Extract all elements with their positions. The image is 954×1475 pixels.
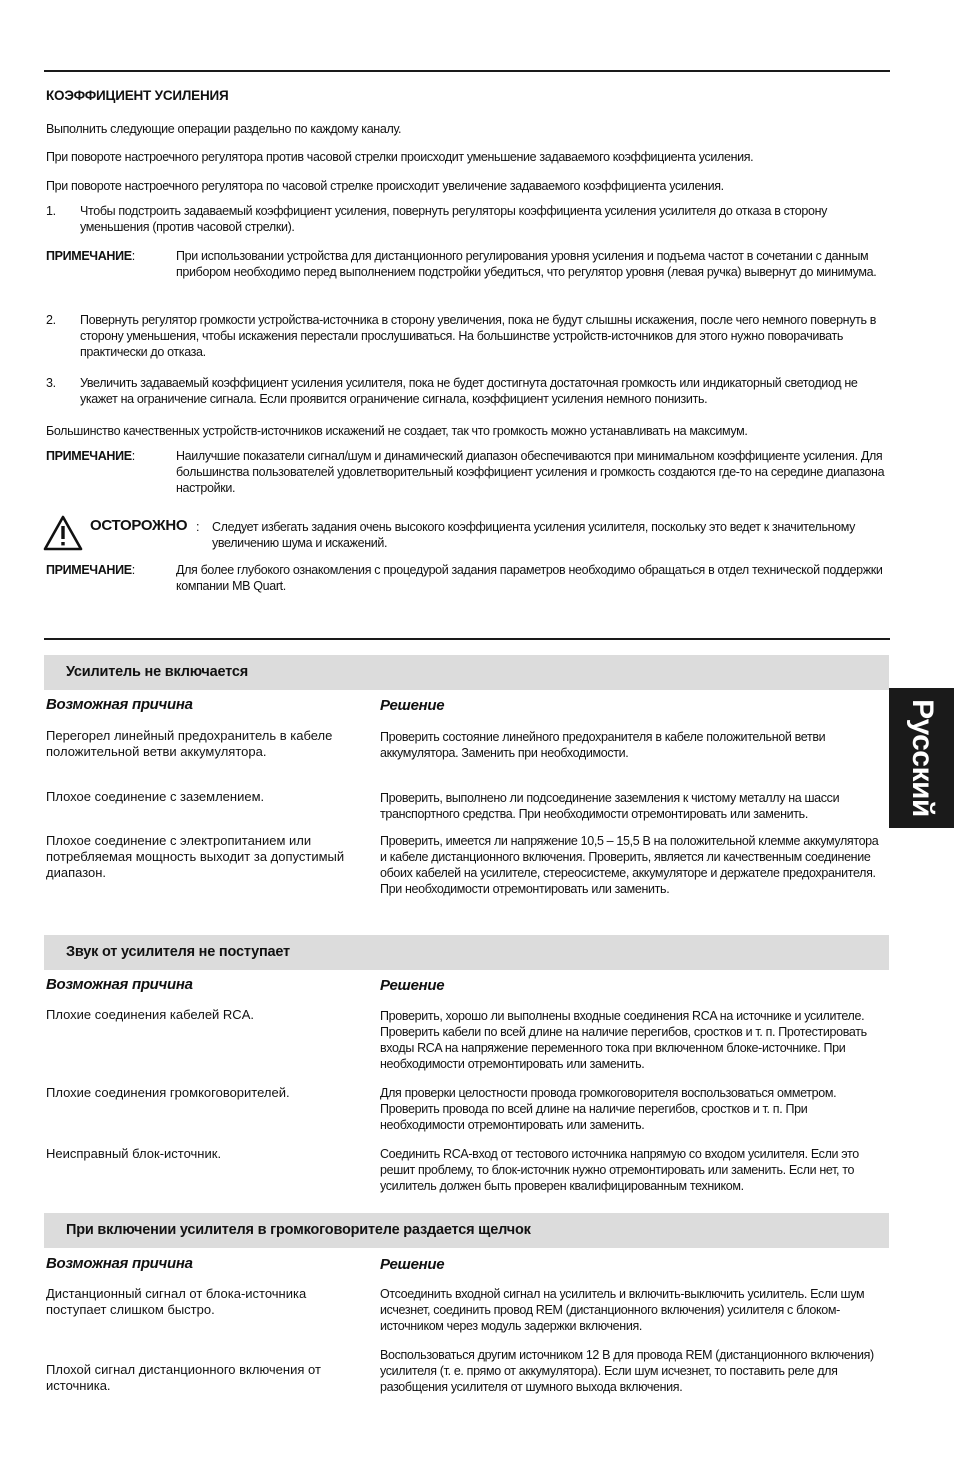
gain-paragraph-1: Выполнить следующие операции раздельно по каждому каналу. [46,122,402,136]
note-1-label: ПРИМЕЧАНИЕ: [46,249,135,263]
troubleshooting-section-2-header [44,935,889,970]
step-1-text: Чтобы подстроить задаваемый коэффициент усиления, повернуть регуляторы коэффициента усиления усилителя до отказа в сторону уменьшения (против часовой стрелки). [80,204,828,234]
section-2-title: Звук от усилителя не поступает [66,944,290,960]
language-side-tab-label: Русский [905,699,939,817]
note-label-text: ПРИМЕЧАНИЕ [46,449,132,463]
troubleshooting-section-1-header [44,655,889,690]
step-3-text: Увеличить задаваемый коэффициент усиления усилителя, пока не будет достигнута достаточная громкость или индикаторный светодиод не укажет на ограничение сигнала. Если проявится ограничение сигнала, коэффициент усиления немного понизить. [80,376,858,406]
step-3-number: 3. [46,376,56,390]
solution-column-header: Решение [380,1256,445,1273]
step-2-text: Повернуть регулятор громкости устройства-источника в сторону увеличения, пока не будут слышны искажения, после чего немного повернуть в сторону уменьшения, чтобы искажения перестали прослушиваться. На большинстве устройств-источников для этого нужно поворачивать практически до отказа. [80,313,877,359]
cause-2-2: Плохие соединения громкоговорителей. [46,1085,290,1100]
note-3-text: Для более глубокого ознакомления с процедурой задания параметров необходимо обращаться в отдел технической поддержки компании MB Quart. [176,563,883,593]
solution-3-1: Отсоединить входной сигнал на усилитель и включить-выключить усилитель. Если шум исчезнет, соединить провод REM (дистанционного включения) усилителя с блоком-источником через модуль задержки включения. [380,1287,865,1333]
cause-1-2: Плохое соединение с заземлением. [46,789,265,804]
cause-1-1: Перегорел линейный предохранитель в кабеле положительной ветви аккумулятора. [46,728,333,759]
solution-1-2: Проверить, выполнено ли подсоединение заземления к чистому металлу на шасси транспортного средства. При необходимости отремонтировать или заменить. [380,791,840,821]
note-label-text: ПРИМЕЧАНИЕ [46,249,132,263]
warning-label: ОСТОРОЖНО [90,517,188,534]
middle-rule [44,638,890,640]
solution-2-3: Соединить RCA-вход от тестового источника напрямую со входом усилителя. Если это решит проблему, то блок-источник нужно отремонтировать или заменить. Если нет, то усилитель должен быть проверен квалифицированным техником. [380,1147,859,1193]
cause-column-header: Возможная причина [46,976,193,993]
solution-column-header: Решение [380,697,445,714]
section-heading-gain: КОЭФФИЦИЕНТ УСИЛЕНИЯ [46,88,229,103]
gain-paragraph-3: При повороте настроечного регулятора по часовой стрелке происходит увеличение задаваемого коэффициента усиления. [46,179,724,193]
solution-column-header: Решение [380,977,445,994]
solution-3-2: Воспользоваться другим источником 12 В для провода REM (дистанционного включения) усилителя (т. е. прямо от аккумулятора). Если шум исчезнет, то поставить реле для разобщения усилителя от шумного выхода включения. [380,1348,874,1394]
solution-2-1: Проверить, хорошо ли выполнены входные соединения RCA на источнике и усилителе. Проверить кабели по всей длине на наличие перегибов, сростков и т. п. Протестировать входы RCA на напряжение переменного тока при включенном блоке-источнике. При необходимости отремонтировать или заменить. [380,1009,867,1071]
note-label-text: ПРИМЕЧАНИЕ [46,563,132,577]
solution-1-1: Проверить состояние линейного предохранителя в кабеле положительной ветви аккумулятора. Заменить при необходимости. [380,730,826,760]
cause-3-2: Плохой сигнал дистанционного включения от источника. [46,1362,321,1393]
step-1-number: 1. [46,204,56,218]
top-rule [44,70,890,72]
note-3-label: ПРИМЕЧАНИЕ: [46,563,135,577]
cause-column-header: Возможная причина [46,1255,193,1272]
note-2-text: Наилучшие показатели сигнал/шум и динамический диапазон обеспечиваются при минимальном коэффициенте усиления. Для большинства пользователей удовлетворительный коэффициент усиления и громкость создаются где-то на середине диапазона настройки. [176,449,885,495]
note-1-text: При использовании устройства для дистанционного регулирования уровня усиления и подъема частот в сочетании с данным прибором необходимо перед выполнением подстройки убедиться, что регулятор уровня (левая ручка) вывернут до минимума. [176,249,877,279]
language-side-tab [889,688,954,828]
cause-1-3: Плохое соединение с электропитанием или потребляемая мощность выходит за допустимый диапазон. [46,833,345,880]
note-2-label: ПРИМЕЧАНИЕ: [46,449,135,463]
warning-text: Следует избегать задания очень высокого коэффициента усиления усилителя, поскольку это ведет к значительному увеличению шума и искажений. [212,520,856,550]
warning-triangle-icon [43,515,83,551]
troubleshooting-section-3-header [44,1213,889,1248]
gain-paragraph-4: Большинство качественных устройств-источников искажений не создает, так что громкость можно устанавливать на максимум. [46,424,748,438]
solution-2-2: Для проверки целостности провода громкоговорителя воспользоваться омметром. Проверить провода по всей длине на наличие перегибов, сростков и т. п. При необходимости отремонтировать или заменить. [380,1086,837,1132]
step-2-number: 2. [46,313,56,327]
gain-paragraph-2: При повороте настроечного регулятора против часовой стрелки происходит уменьшение задаваемого коэффициента усиления. [46,150,754,164]
cause-column-header: Возможная причина [46,696,193,713]
section-1-title: Усилитель не включается [66,664,248,680]
cause-2-1: Плохие соединения кабелей RCA. [46,1007,254,1022]
warning-colon: : [196,520,200,534]
cause-2-3: Неисправный блок-источник. [46,1146,222,1161]
section-3-title: При включении усилителя в громкоговорителе раздается щелчок [66,1222,531,1238]
cause-3-1: Дистанционный сигнал от блока-источника поступает слишком быстро. [46,1286,307,1317]
solution-1-3: Проверить, имеется ли напряжение 10,5 – 15,5 В на положительной клемме аккумулятора и кабеле дистанционного включения. Проверить, является ли качественным соединение обоих кабелей на усилителе, стереосистеме, аккумуляторе и держателе предохранителя. При необходимости отремонтировать или заменить. [380,834,879,896]
